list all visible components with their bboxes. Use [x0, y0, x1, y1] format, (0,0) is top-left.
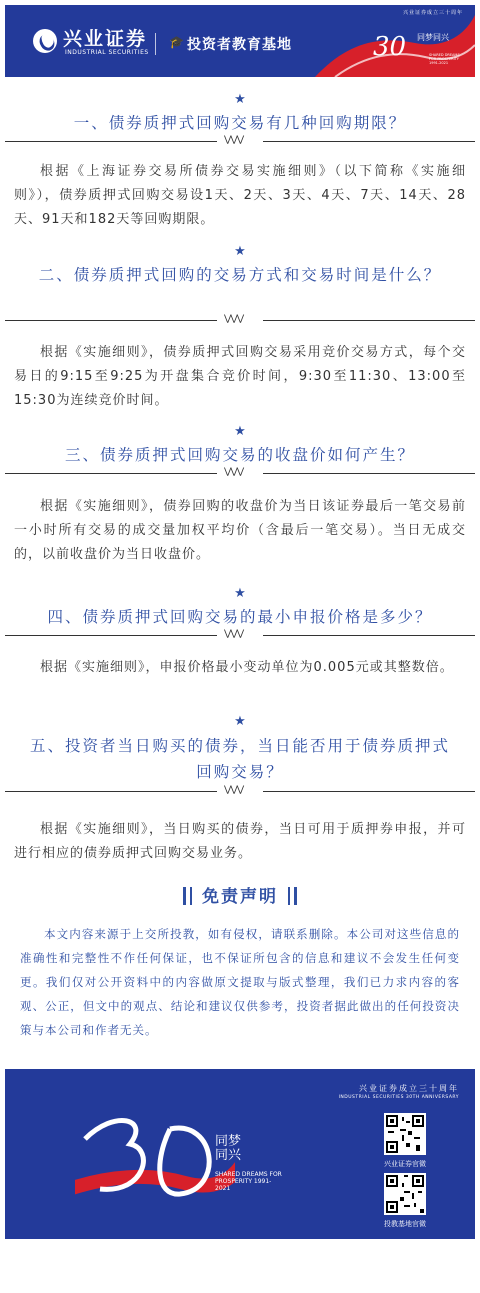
answer-text-4: 根据《实施细则》，申报价格最小变动单位为0.005元或其整数倍。 — [40, 660, 454, 675]
disclaimer-text: 本文内容来源于上交所投教，如有侵权，请联系删除。本公司对这些信息的准确性和完整性不作任何保证，也不保证所包含的信息和建议不会发生任何变更。我们仅对公开资料中的内容做原文提取与版式整理，我们已力求内容的客观、公正，但文中的观点、结论和建议仅供参考，投资者据此做出的任何投资决策与本公司和作者无关。 — [20, 927, 460, 1037]
chevron-down-icon: ⋁⋁⋁ — [224, 135, 244, 145]
question-title-3: 三、债券质押式回购交易的收盘价如何产生？ — [64, 446, 415, 464]
chevron-down-icon: ⋁⋁⋁ — [224, 785, 244, 795]
star-icon: ★ — [234, 424, 246, 439]
qr-code-icon[interactable] — [384, 1173, 426, 1215]
brand-name: 兴业证券 — [63, 28, 148, 50]
disclaimer-title — [0, 882, 480, 907]
chevron-down-icon: ⋁⋁⋁ — [224, 314, 244, 324]
header-banner — [5, 5, 475, 77]
qr-label-2: 投教基地官微 — [384, 1220, 426, 1228]
qr-label-1: 兴业证券官微 — [384, 1160, 426, 1168]
star-icon: ★ — [234, 92, 246, 107]
footer-slogan-line-1: 同梦 — [215, 1134, 242, 1149]
title-bar-left — [183, 887, 186, 905]
brand-name-en: INDUSTRIAL SECURITIES — [65, 49, 149, 56]
title-bar-right — [294, 887, 297, 905]
section-divider — [5, 136, 475, 146]
header-separator — [155, 33, 156, 55]
investor-education-base-title: 投资者教育基地 — [187, 37, 292, 53]
answer-text-1: 根据《上海证券交易所债券交易实施细则》（以下简称《实施细则》），债券质押式回购交易设1天、2天、3天、4天、7天、14天、28天、91天和182天等回购期限。 — [14, 164, 466, 227]
footer-banner — [5, 1069, 475, 1239]
star-icon: ★ — [234, 714, 246, 729]
title-bar-left-2 — [190, 887, 192, 905]
title-bar-right-2 — [288, 887, 290, 905]
answer-text-3: 根据《实施细则》，债券回购的收盘价为当日该证券最后一笔交易前一小时所有交易的成交量加权平均价（含最后一笔交易）。当日无成交的，以前收盘价为当日收盘价。 — [14, 499, 466, 562]
anniversary-30-logo-icon — [75, 1099, 235, 1219]
section-divider — [5, 468, 475, 478]
slogan-en: SHARED DREAMS FOR PROSPERITY 1991-2021 — [429, 53, 460, 65]
section-divider — [5, 315, 475, 325]
question-title-4: 四、债券质押式回购交易的最小申报价格是多少？ — [47, 608, 433, 626]
footer-slogan-line-2: 同兴 — [215, 1148, 242, 1163]
section-divider — [5, 630, 475, 640]
brand-logo-icon — [33, 29, 57, 53]
footer-slogan-cn — [215, 1135, 241, 1163]
slogan-cn: 同梦同兴 — [417, 33, 449, 42]
qr-code-icon[interactable] — [384, 1113, 426, 1155]
section-divider — [5, 786, 475, 796]
footer-anniversary-cn: 兴业证券成立三十周年 — [359, 1084, 459, 1093]
anniversary-caption: 兴业证券成立三十周年 — [402, 10, 463, 16]
disclaimer-title-text: 免责声明 — [202, 887, 278, 907]
question-title-5: 五、投资者当日购买的债券，当日能否用于债券质押式回购交易？ — [30, 737, 451, 781]
question-title-1: 一、债券质押式回购交易有几种回购期限？ — [73, 114, 407, 132]
footer-slogan-en: SHARED DREAMS FOR PROSPERITY 1991-2021 — [215, 1171, 282, 1192]
star-icon: ★ — [234, 586, 246, 601]
answer-text-5: 根据《实施细则》，当日购买的债券，当日可用于质押券申报，并可进行相应的债券质押式回购交易业务。 — [14, 822, 466, 861]
question-title-2: 二、债券质押式回购的交易方式和交易时间是什么？ — [38, 266, 442, 284]
svg-text:30: 30 — [373, 32, 407, 62]
chevron-down-icon: ⋁⋁⋁ — [224, 629, 244, 639]
chevron-down-icon: ⋁⋁⋁ — [224, 467, 244, 477]
footer-anniversary-en: INDUSTRIAL SECURITIES 30TH ANNIVERSARY — [338, 1095, 459, 1100]
graduation-cap-icon: 🎓 — [169, 35, 184, 49]
answer-text-2: 根据《实施细则》，债券质押式回购交易采用竞价交易方式，每个交易日的9:15至9:25为开盘集合竞价时间，9:30至11:30、13:00至15:30为连续竞价时间。 — [14, 345, 466, 408]
star-icon: ★ — [234, 244, 246, 259]
